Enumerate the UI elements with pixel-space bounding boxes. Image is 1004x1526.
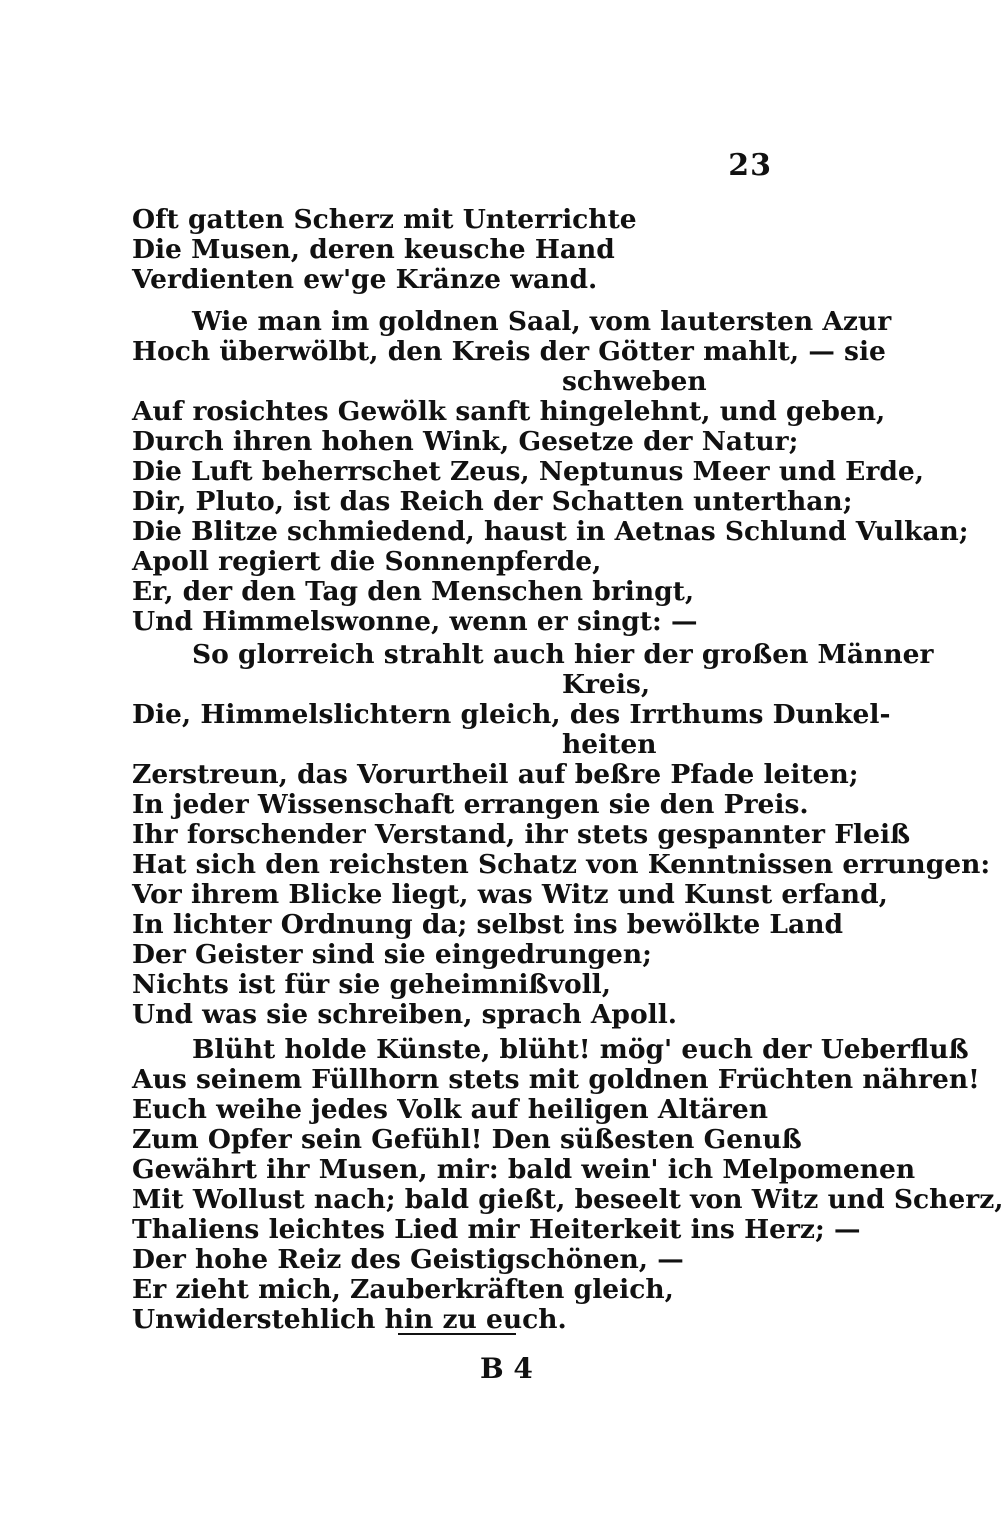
- verse-line: Hoch überwölbt, den Kreis der Götter mahlt, — sie: [132, 336, 886, 367]
- stanza-4: [132, 1034, 1004, 1335]
- verse-line: Thaliens leichtes Lied mir Heiterkeit ins Herz; —: [132, 1214, 861, 1245]
- verse-line: Die Luft beherrschet Zeus, Neptunus Meer und Erde,: [132, 456, 924, 487]
- verse-line: heiten: [562, 729, 657, 760]
- verse-line: Zum Opfer sein Gefühl! Den süßesten Genuß: [132, 1124, 802, 1155]
- verse-line: Die Blitze schmiedend, haust in Aetnas Schlund Vulkan;: [132, 516, 969, 547]
- verse-line: Mit Wollust nach; bald gießt, beseelt von Witz und Scherz,: [132, 1184, 1004, 1215]
- verse-line: Aus seinem Füllhorn stets mit goldnen Früchten nähren!: [132, 1064, 980, 1095]
- signature-mark: B 4: [480, 1352, 533, 1385]
- verse-line: Oft gatten Scherz mit Unterrichte: [132, 204, 637, 235]
- verse-line: Die, Himmelslichtern gleich, des Irrthums Dunkel-: [132, 699, 891, 730]
- verse-line: In lichter Ordnung da; selbst ins bewölkte Land: [132, 909, 844, 940]
- stanza-3: [132, 639, 991, 1030]
- verse-line: Dir, Pluto, ist das Reich der Schatten unterthan;: [132, 486, 853, 517]
- verse-line: Ihr forschender Verstand, ihr stets gespannter Fleiß: [132, 819, 911, 850]
- verse-line: Verdienten ew'ge Kränze wand.: [132, 264, 598, 295]
- stanza-2: [132, 306, 969, 637]
- divider-rule: [398, 1333, 516, 1335]
- verse-line: Kreis,: [562, 669, 651, 700]
- verse-line: Hat sich den reichsten Schatz von Kenntnissen errungen:: [132, 849, 991, 880]
- verse-line: Der hohe Reiz des Geistigschönen, —: [132, 1244, 684, 1275]
- verse-line: Wie man im goldnen Saal, vom lautersten Azur: [192, 306, 892, 337]
- verse-line: In jeder Wissenschaft errangen sie den Preis.: [132, 789, 809, 820]
- verse-line: Zerstreun, das Vorurtheil auf beßre Pfade leiten;: [132, 759, 859, 790]
- verse-line: So glorreich strahlt auch hier der großen Männer: [192, 639, 934, 670]
- verse-line: Die Musen, deren keusche Hand: [132, 234, 615, 265]
- verse-line: Vor ihrem Blicke liegt, was Witz und Kunst erfand,: [132, 879, 888, 910]
- verse-line: Er zieht mich, Zauberkräften gleich,: [132, 1274, 674, 1305]
- verse-line: Blüht holde Künste, blüht! mög' euch der Ueberfluß: [192, 1034, 969, 1065]
- verse-line: Und was sie schreiben, sprach Apoll.: [132, 999, 677, 1030]
- verse-line: Er, der den Tag den Menschen bringt,: [132, 576, 695, 607]
- verse-line: Auf rosichtes Gewölk sanft hingelehnt, und geben,: [132, 396, 886, 427]
- verse-line: Und Himmelswonne, wenn er singt: —: [132, 606, 698, 637]
- verse-line: Nichts ist für sie geheimnißvoll,: [132, 969, 611, 1000]
- page-number: 23: [728, 148, 772, 183]
- verse-line: Der Geister sind sie eingedrungen;: [132, 939, 652, 970]
- verse-line: Apoll regiert die Sonnenpferde,: [132, 546, 602, 577]
- verse-line: schweben: [562, 366, 707, 397]
- verse-line: Euch weihe jedes Volk auf heiligen Altären: [132, 1094, 769, 1125]
- verse-line: Unwiderstehlich hin zu euch.: [132, 1304, 567, 1335]
- stanza-1: [132, 205, 792, 295]
- verse-line: Durch ihren hohen Wink, Gesetze der Natur;: [132, 426, 799, 457]
- verse-line: Gewährt ihr Musen, mir: bald wein' ich Melpomenen: [132, 1154, 916, 1185]
